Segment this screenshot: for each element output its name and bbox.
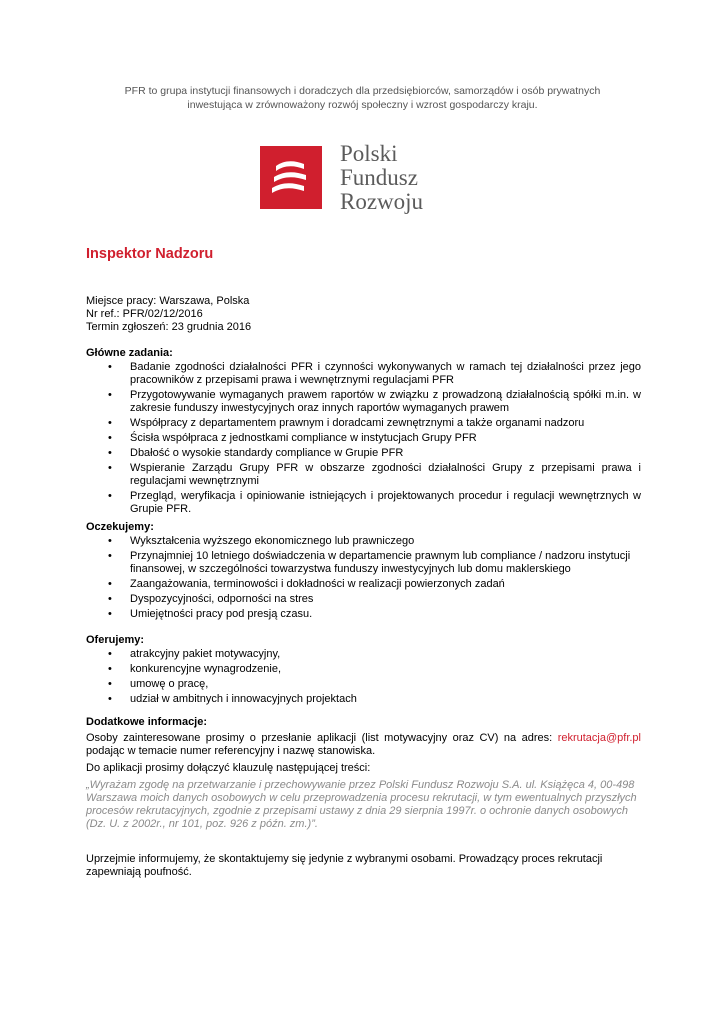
list-item: • Przynajmniej 10 letniego doświadczenia w departamencie prawnym lub compliance / nadzoru instytucji finansowej, w szczególności towarzystwa funduszy inwestycyjnych lub domu maklerskiego	[108, 550, 631, 575]
list-item: • Dbałość o wysokie standardy compliance w Grupie PFR	[108, 447, 404, 459]
pfr-logo-icon	[260, 146, 322, 209]
header-line-2: inwestująca w zrównoważony rozwój społeczny i wzrost gospodarczy kraju.	[187, 98, 538, 111]
logo-word-2: Fundusz	[340, 165, 418, 190]
pfr-logo	[260, 142, 460, 217]
apply-text-before: Osoby zainteresowane prosimy o przesłanie aplikacji (list motywacyjny oraz CV) na adres:	[86, 732, 553, 744]
tasks-list	[86, 361, 641, 516]
pfr-logo-wordmark	[340, 142, 423, 214]
list-item: • Wspieranie Zarządu Grupy PFR w obszarze zgodności działalności Grupy z przepisami prawa i regulacjami wewnętrznymi	[108, 462, 641, 487]
job-location: Miejsce pracy: Warszawa, Polska	[86, 295, 250, 307]
offer-section	[86, 634, 641, 708]
offer-title: Oferujemy:	[86, 634, 145, 646]
closing-note: Uprzejmie informujemy, że skontaktujemy się jedynie z wybranymi osobami. Prowadzący proces rekrutacji zapewniają poufność.	[86, 853, 603, 878]
extra-section	[86, 716, 641, 879]
expect-list	[86, 535, 641, 621]
expect-section	[86, 521, 641, 623]
list-item: • Zaangażowania, terminowości i dokładności w realizacji powierzonych zadań	[108, 578, 505, 590]
apply-instructions	[86, 732, 641, 758]
tasks-section	[86, 347, 641, 518]
logo-word-1: Polski	[340, 141, 398, 166]
offer-list	[86, 648, 641, 706]
header-line-1: PFR to grupa instytucji finansowych i doradczych dla przedsiębiorców, samorządów i osób prywatnych	[124, 85, 601, 97]
email-link[interactable]: rekrutacja@pfr.pl	[557, 732, 641, 744]
list-item: • konkurencyjne wynagrodzenie,	[108, 663, 282, 675]
list-item: • atrakcyjny pakiet motywacyjny,	[108, 648, 281, 660]
clause-intro: Do aplikacji prosimy dołączyć klauzulę następującej treści:	[86, 762, 371, 774]
tasks-title: Główne zadania:	[86, 347, 173, 359]
list-item: • Współpracy z departamentem prawnym i doradcami zewnętrznymi a także organami nadzoru	[108, 417, 585, 429]
job-title: Inspektor Nadzoru	[86, 246, 214, 262]
list-item: • Przygotowywanie wymaganych prawem raportów w związku z prowadzoną działalnością spółki m.in. w zakresie funduszy inwestycyjnych oraz innych raportów wymaganych prawem	[108, 389, 641, 414]
list-item: • Dyspozycyjności, odporności na stres	[108, 593, 314, 605]
list-item: • Badanie zgodności działalności PFR i czynności wykonywanych w ramach tej działalności przez jego pracowników z przepisami prawa i wewnętrznymi regulacjami PFR	[108, 361, 641, 386]
job-deadline: Termin zgłoszeń: 23 grudnia 2016	[86, 321, 252, 333]
consent-clause: „Wyrażam zgodę na przetwarzanie i przechowywanie przez Polski Fundusz Rozwoju S.A. ul. Książęca 4, 00-498 Warszawa moich danych osobowych w celu przeprowadzenia procesu rekrutacji, w tym ewentualnych przyszłych procesów rekrutacyjnych, zgodnie z przepisami ustawy z dnia 29 sierpnia 1997r. o ochronie danych osobowych (Dz. U. z 2002r., nr 101, poz. 926 z późn. zm.)”.	[86, 779, 637, 830]
list-item: • Przegląd, weryfikacja i opiniowanie istniejących i projektowanych procedur i regulacji wewnętrznych w Grupie PFR.	[108, 490, 641, 515]
job-ref: Nr ref.: PFR/02/12/2016	[86, 308, 203, 320]
extra-title: Dodatkowe informacje:	[86, 716, 208, 728]
job-meta	[86, 295, 251, 334]
list-item: • umowę o pracę,	[108, 678, 209, 690]
list-item: • udział w ambitnych i innowacyjnych projektach	[108, 693, 357, 705]
list-item: • Wykształcenia wyższego ekonomicznego lub prawniczego	[108, 535, 415, 547]
header-tagline	[70, 85, 655, 112]
expect-title: Oczekujemy:	[86, 521, 154, 533]
list-item: • Umiejętności pracy pod presją czasu.	[108, 608, 313, 620]
logo-word-3: Rozwoju	[340, 189, 424, 214]
apply-text-after: podając w temacie numer referencyjny i nazwę stanowiska.	[86, 745, 376, 757]
list-item: • Ścisła współpraca z jednostkami compliance w instytucjach Grupy PFR	[108, 432, 477, 444]
